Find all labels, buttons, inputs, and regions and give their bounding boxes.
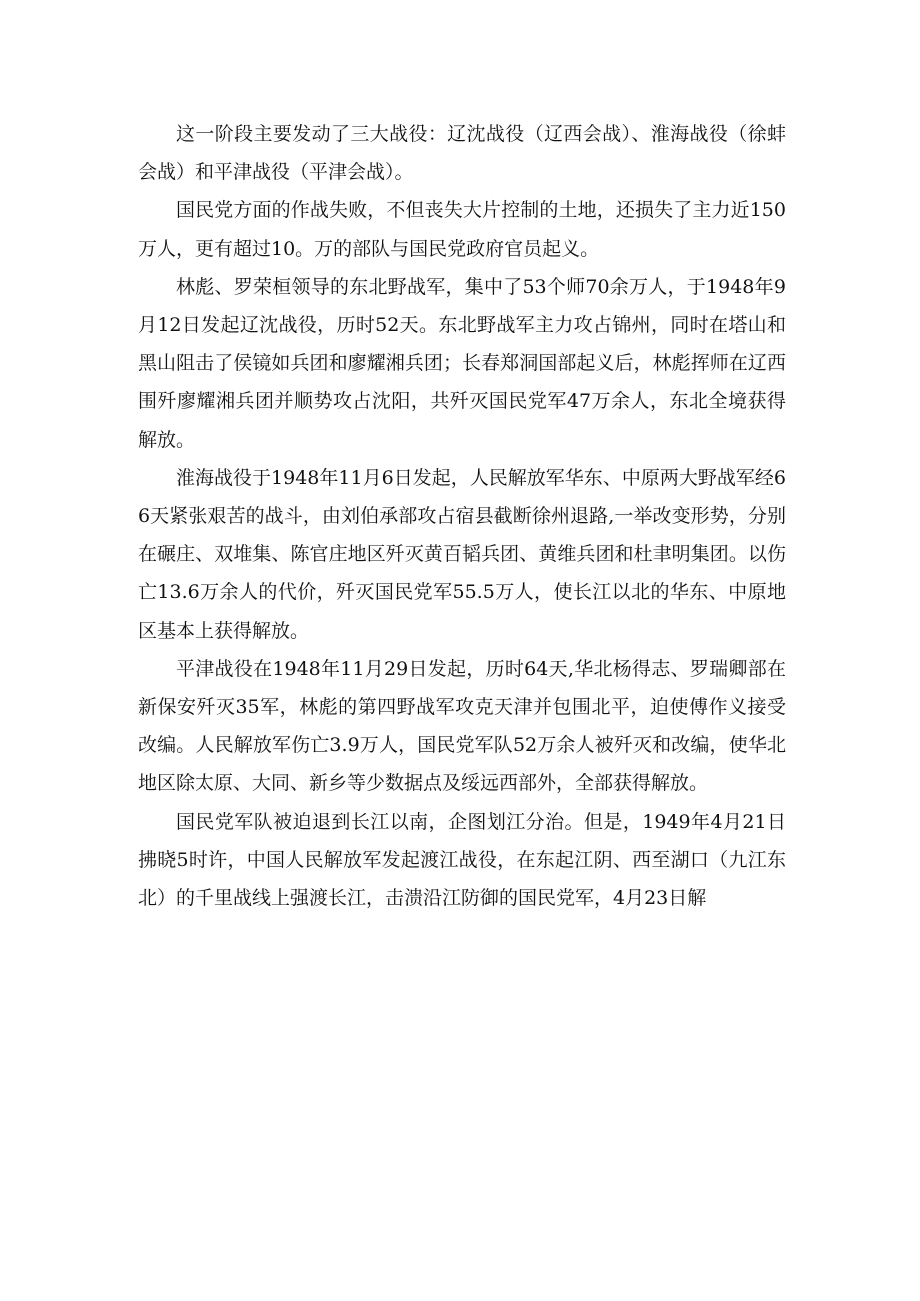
paragraph-three-campaigns: 这一阶段主要发动了三大战役：辽沈战役（辽西会战）、淮海战役（徐蚌会战）和平津战役（平津会战）。 <box>138 123 786 184</box>
paragraph-pingjin: 平津战役在1948年11月29日发起，历时64天,华北杨得志、罗瑞卿部在新保安歼灭35军，林彪的第四野战军攻克天津并包围北平，迫使傅作义接受改编。人民解放军伤亡3.9万人，国民党军队52万余人被歼灭和改编，使华北地区除太原、大同、新乡等少数据点及绥远西部外，全部获得解放。 <box>138 657 786 795</box>
paragraph-kmt-losses: 国民党方面的作战失败，不但丧失大片控制的土地，还损失了主力近150万人，更有超过10。万的部队与国民党政府官员起义。 <box>138 199 786 260</box>
paragraph-yangtze-crossing: 国民党军队被迫退到长江以南，企图划江分治。但是，1949年4月21日拂晓5时许，中国人民解放军发起渡江战役，在东起江阴、西至湖口（九江东北）的千里战线上强渡长江，击溃沿江防御的国民党军，4月23日解 <box>138 810 786 910</box>
paragraph-huaihai: 淮海战役于1948年11月6日发起，人民解放军华东、中原两大野战军经66天紧张艰苦的战斗，由刘伯承部攻占宿县截断徐州退路,一举改变形势，分别在碾庄、双堆集、陈官庄地区歼灭黄百韬兵团、黄维兵团和杜聿明集团。以伤亡13.6万余人的代价，歼灭国民党军55.5万人，使长江以北的华东、中原地区基本上获得解放。 <box>138 466 786 642</box>
document-body <box>138 115 786 917</box>
paragraph-liaoshen: 林彪、罗荣桓领导的东北野战军，集中了53个师70余万人，于1948年9月12日发起辽沈战役，历时52天。东北野战军主力攻占锦州，同时在塔山和黑山阻击了侯镜如兵团和廖耀湘兵团；长春郑洞国部起义后，林彪挥师在辽西围歼廖耀湘兵团并顺势攻占沈阳，共歼灭国民党军47万余人，东北全境获得解放。 <box>138 275 786 451</box>
